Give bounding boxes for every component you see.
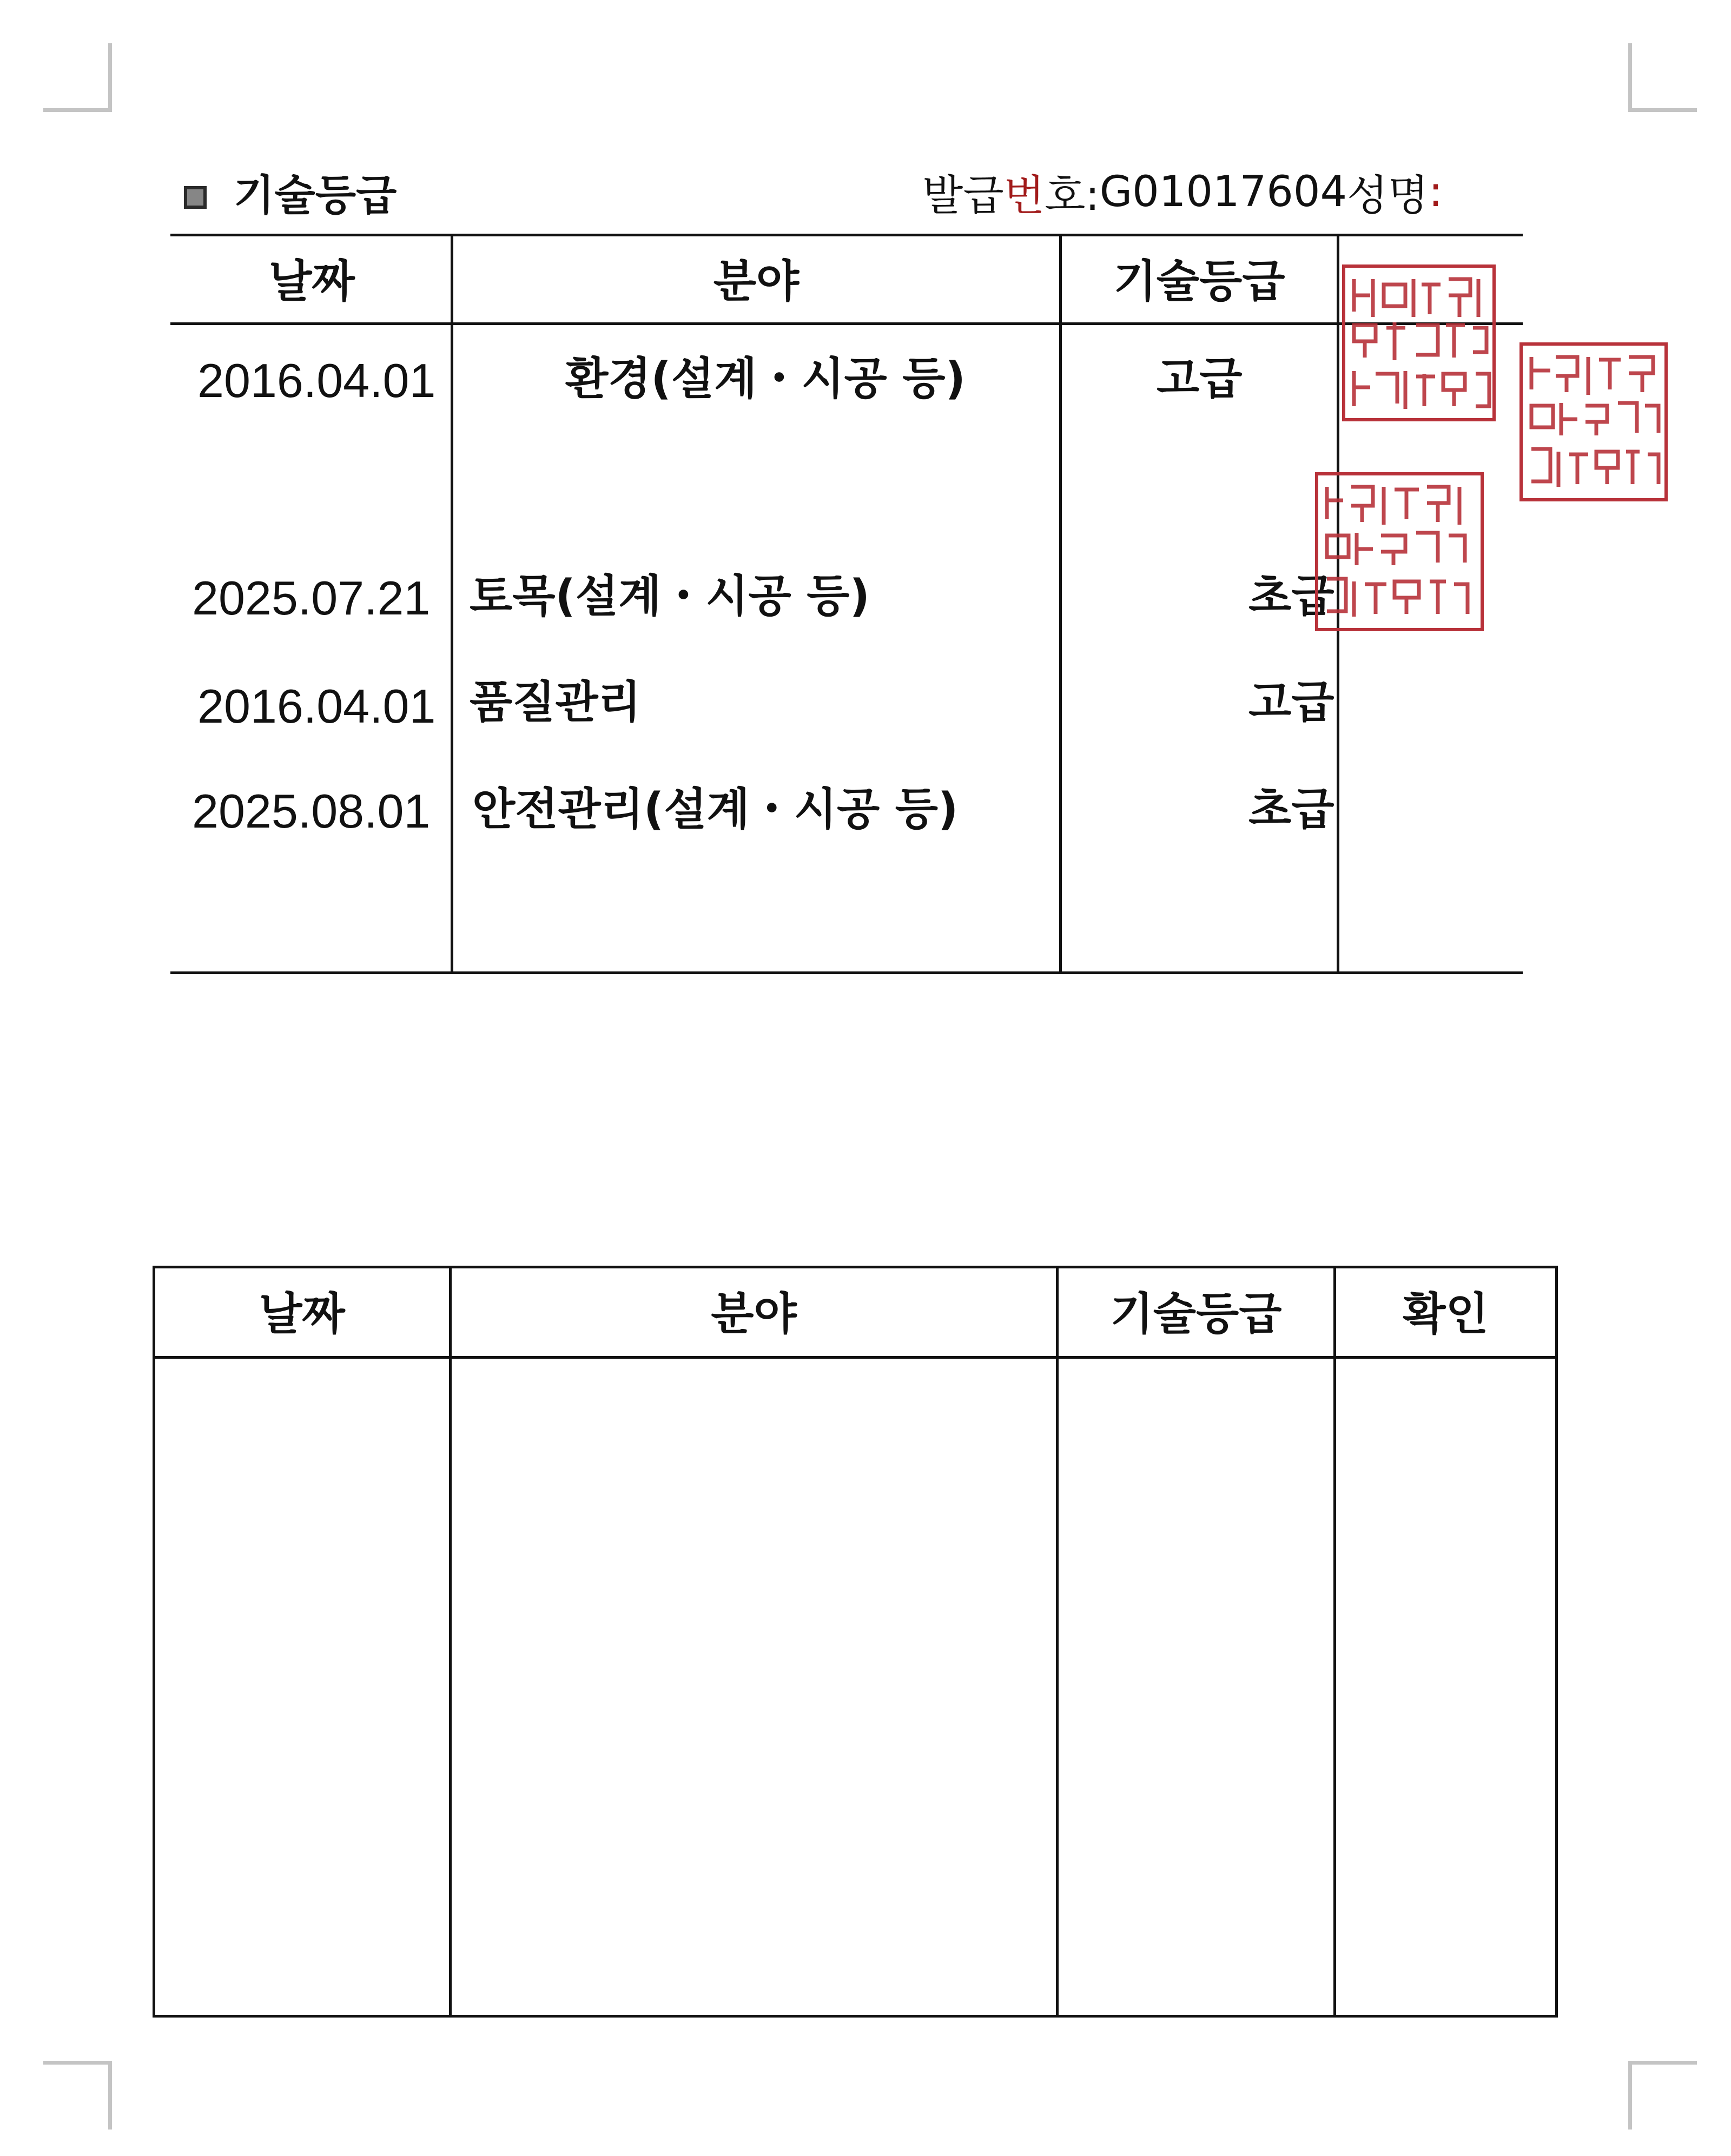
table2-col-divider-2	[1056, 1268, 1059, 2015]
crop-mark-top-left	[43, 43, 112, 112]
square-bullet-icon	[184, 186, 207, 209]
confirmation-table	[153, 1266, 1558, 2018]
table1-bottom-rule	[170, 971, 1523, 974]
issue-label-highlight: 번	[1003, 171, 1045, 220]
table1-row2-date: 2025.07.21	[192, 571, 431, 625]
table1-row4-field: 안전관리(설계・시공 등)	[472, 784, 959, 835]
table1-header-grade: 기술등급	[1113, 256, 1285, 307]
table1-row2-grade: 초급	[1248, 571, 1334, 622]
table1-row3-grade: 고급	[1248, 677, 1334, 728]
table1-row4-date: 2025.08.01	[192, 784, 431, 838]
table1-col-divider-2	[1059, 234, 1062, 974]
table1-row3-date: 2016.04.01	[197, 679, 436, 733]
table1-top-rule	[170, 234, 1523, 236]
table2-header-rule	[155, 1356, 1555, 1359]
table2-header-field: 분야	[711, 1288, 797, 1340]
table2-header-date: 날짜	[259, 1288, 345, 1340]
official-seal-1	[1340, 263, 1497, 423]
table1-row2-field: 토목(설계・시공 등)	[470, 571, 870, 622]
issue-label: 발급	[922, 171, 1004, 220]
table1-row1-date: 2016.04.01	[197, 354, 436, 407]
table1-header-rule	[170, 322, 1523, 325]
crop-mark-top-right	[1628, 43, 1697, 112]
table1-row1-field: 환경(설계・시공 등)	[565, 353, 966, 405]
table2-col-divider-3	[1333, 1268, 1336, 2015]
table1-row4-grade: 초급	[1248, 784, 1334, 835]
table2-header-grade: 기술등급	[1110, 1288, 1282, 1340]
crop-mark-bottom-right	[1628, 2061, 1697, 2129]
name-colon: :	[1428, 168, 1443, 216]
table2-header-confirm: 확인	[1403, 1288, 1489, 1340]
table1-row3-field: 품질관리	[470, 677, 641, 728]
table1-col-divider-1	[451, 234, 453, 974]
name-label: 성명	[1347, 171, 1429, 220]
issue-number-line	[922, 162, 1443, 222]
official-seal-2	[1518, 341, 1669, 503]
issue-number: G01017604	[1099, 168, 1347, 216]
table2-col-divider-1	[449, 1268, 452, 2015]
crop-mark-bottom-left	[43, 2061, 112, 2129]
section-header	[184, 162, 397, 222]
section-title: 기술등급	[234, 171, 397, 220]
table1-header-date: 날짜	[269, 256, 355, 307]
table1-header-field: 분야	[713, 256, 800, 307]
table1-row1-grade: 고급	[1157, 353, 1243, 405]
issue-label-tail: 호:	[1045, 171, 1100, 220]
official-seal-3	[1313, 471, 1485, 633]
